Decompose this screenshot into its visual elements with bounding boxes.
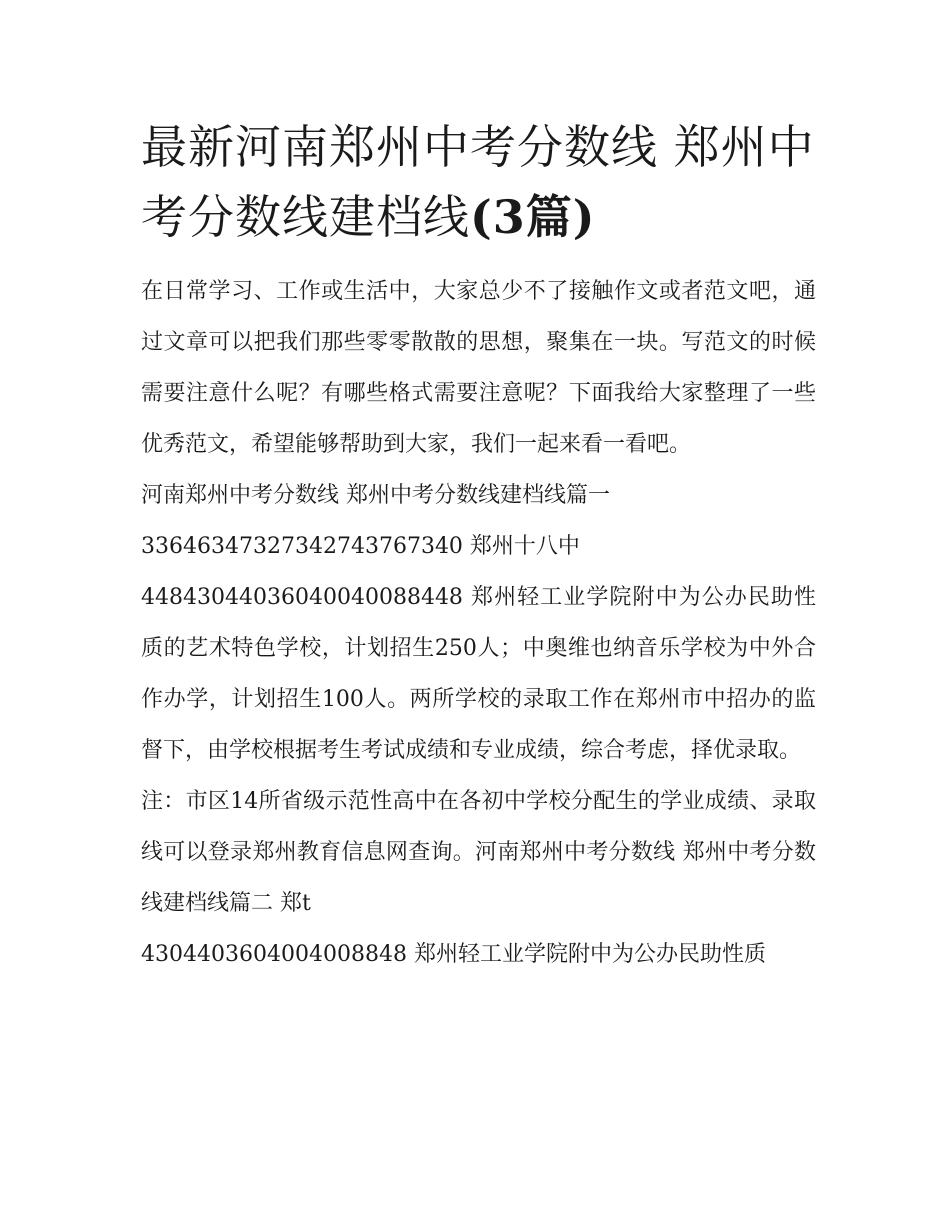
- document-title: [141, 112, 816, 252]
- title-suffix: (3篇): [470, 190, 596, 244]
- school-paragraph-1: 44843044036040040088448 郑州轻工业学院附中为公办民助性质的艺术特色学校，计划招生250人；中奥维也纳音乐学校为中外合作办学，计划招生100人。两所学校的录取工作在郑州市中招办的监督下，由学校根据考生考试成绩和专业成绩，综合考虑，择优录取。: [141, 585, 816, 763]
- section-heading-1: 河南郑州中考分数线 郑州中考分数线建档线篇一: [141, 483, 610, 508]
- document-body: [141, 266, 816, 980]
- school-paragraph-2: 4304403604004008848 郑州轻工业学院附中为公办民助性质: [141, 942, 766, 967]
- note-paragraph: 注：市区14所省级示范性高中在各初中学校分配生的学业成绩、录取线可以登录郑州教育信息网查询。河南郑州中考分数线 郑州中考分数线建档线篇二 郑t: [141, 789, 816, 916]
- document-page: [141, 112, 816, 980]
- score-line-1: 336463473273427437673​40 郑州十八中: [141, 534, 580, 559]
- title-main: 最新河南郑州中考分数线 郑州中考分数线建档线: [141, 120, 815, 244]
- intro-paragraph: 在日常学习、工作或生活中，大家总少不了接触作文或者范文吧，通过文章可以把我们那些零零散散的思想，聚集在一块。写范文的时候需要注意什么呢？有哪些格式需要注意呢？下面我给大家整理了一些优秀范文，希望能够帮助到大家，我们一起来看一看吧。: [141, 279, 816, 457]
